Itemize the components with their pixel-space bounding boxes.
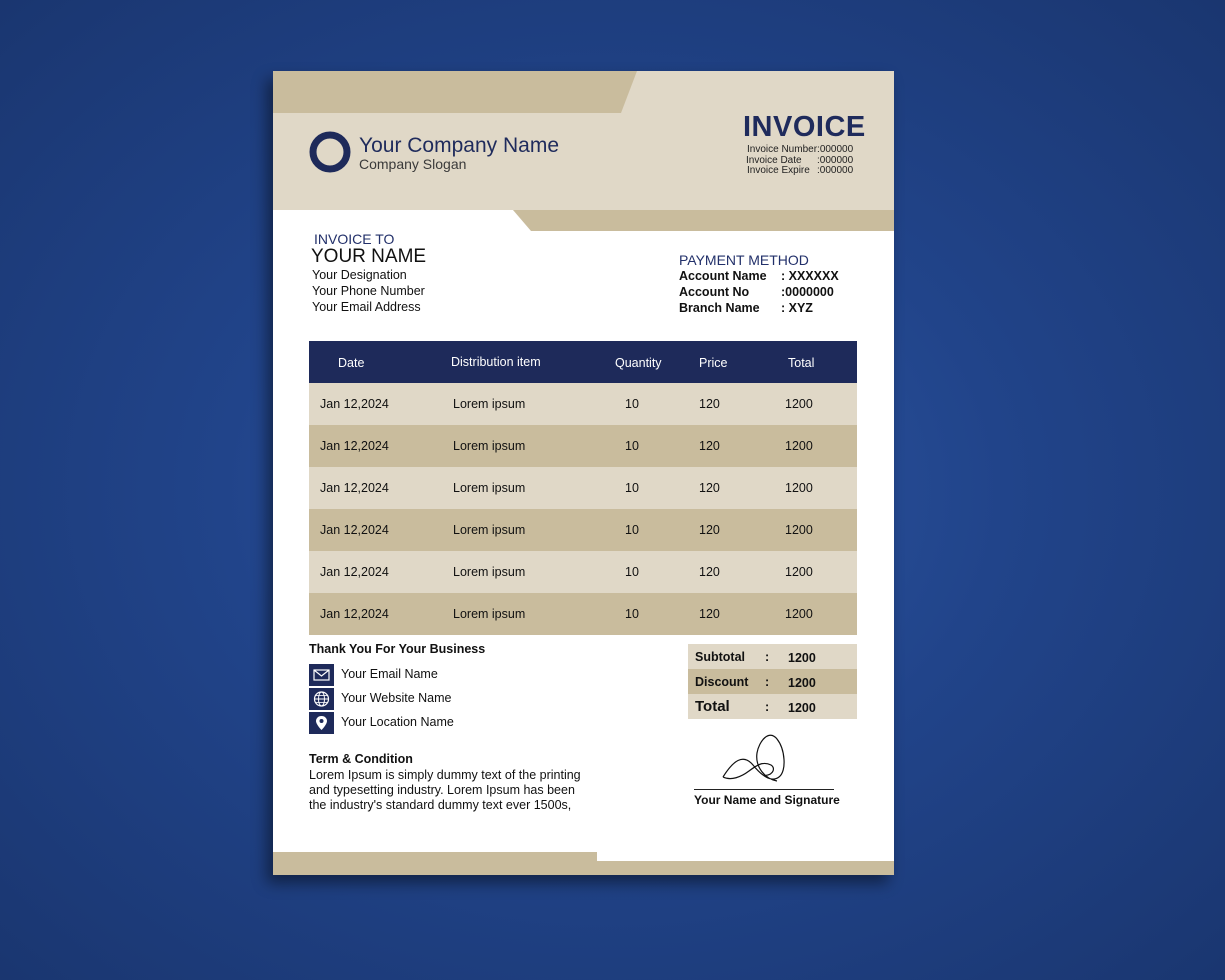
contact-website-text: Your Website Name	[341, 691, 452, 705]
cell-total: 1200	[785, 481, 813, 495]
globe-icon	[309, 688, 334, 710]
table-row	[309, 467, 857, 509]
payment-value: : XXXXXX	[781, 269, 839, 283]
payment-label: Branch Name	[679, 301, 760, 315]
invoice-title: INVOICE	[743, 111, 866, 143]
cell-quantity: 10	[625, 397, 639, 411]
contact-email-text: Your Email Name	[341, 667, 438, 681]
client-name: YOUR NAME	[311, 246, 427, 267]
payment-method-heading: PAYMENT METHOD	[679, 252, 809, 268]
location-pin-icon	[309, 712, 334, 734]
client-phone: Your Phone Number	[312, 284, 425, 298]
company-name: Your Company Name	[359, 134, 559, 157]
total-value: 1200	[788, 676, 816, 690]
client-email: Your Email Address	[312, 300, 421, 314]
cell-total: 1200	[785, 565, 813, 579]
cell-item: Lorem ipsum	[453, 607, 526, 621]
terms-text: Lorem Ipsum is simply dummy text of the printing and typesetting industry. Lorem Ipsum has been the industry's standard dummy text ever 1500s,	[309, 768, 581, 812]
cell-quantity: 10	[625, 565, 639, 579]
client-designation: Your Designation	[312, 268, 407, 282]
total-value: 1200	[788, 651, 816, 665]
invoice-expire-row	[747, 166, 853, 177]
table-row	[309, 509, 857, 551]
total-label: Discount	[695, 675, 749, 689]
payment-row	[679, 301, 813, 315]
ring-icon	[309, 131, 351, 173]
cell-total: 1200	[785, 607, 813, 621]
subtotal-row	[688, 644, 857, 669]
meta-sep: :	[817, 155, 820, 166]
payment-row	[679, 285, 834, 299]
table-row	[309, 593, 857, 635]
signature-scribble	[719, 731, 791, 787]
cell-item: Lorem ipsum	[453, 565, 526, 579]
table-header	[309, 341, 857, 383]
items-table	[309, 341, 857, 635]
envelope-icon	[309, 664, 334, 686]
cell-price: 120	[699, 565, 720, 579]
cell-item: Lorem ipsum	[453, 439, 526, 453]
column-header-quantity: Quantity	[615, 356, 662, 370]
cell-quantity: 10	[625, 523, 639, 537]
company-slogan: Company Slogan	[359, 156, 467, 172]
total-value: 1200	[788, 701, 816, 715]
total-label: Subtotal	[695, 650, 745, 664]
total-sep: :	[765, 675, 770, 689]
cell-total: 1200	[785, 397, 813, 411]
cell-date: Jan 12,2024	[320, 439, 389, 453]
meta-value: 000000	[819, 165, 854, 176]
header-bottom-strip	[513, 210, 894, 231]
footer-strip-right	[597, 861, 894, 875]
thank-you-text: Thank You For Your Business	[309, 642, 486, 656]
table-row	[309, 425, 857, 467]
meta-value: 000000	[819, 155, 854, 166]
meta-sep: :	[817, 165, 820, 176]
cell-price: 120	[699, 607, 720, 621]
table-body	[309, 383, 857, 635]
cell-item: Lorem ipsum	[453, 481, 526, 495]
signature-line	[694, 789, 834, 790]
table-row	[309, 383, 857, 425]
meta-label: Invoice Number	[747, 144, 818, 155]
discount-row	[688, 669, 857, 694]
cell-price: 120	[699, 397, 720, 411]
cell-price: 120	[699, 481, 720, 495]
cell-total: 1200	[785, 523, 813, 537]
payment-label: Account Name	[679, 269, 767, 283]
total-sep: :	[765, 650, 770, 664]
terms-title: Term & Condition	[309, 752, 413, 766]
invoice-number-row	[747, 145, 853, 156]
cell-date: Jan 12,2024	[320, 607, 389, 621]
meta-value: 000000	[819, 144, 854, 155]
cell-quantity: 10	[625, 439, 639, 453]
totals-box	[688, 644, 857, 719]
column-header-date: Date	[338, 356, 365, 370]
column-header-total: Total	[788, 356, 815, 370]
total-label: Total	[695, 698, 730, 715]
grand-total-row	[688, 694, 857, 719]
invoice-page	[273, 71, 894, 875]
cell-item: Lorem ipsum	[453, 397, 526, 411]
cell-total: 1200	[785, 439, 813, 453]
payment-value: :0000000	[781, 285, 834, 299]
payment-row	[679, 269, 839, 283]
meta-sep: :	[817, 144, 820, 155]
cell-date: Jan 12,2024	[320, 397, 389, 411]
cell-price: 120	[699, 439, 720, 453]
total-sep: :	[765, 700, 770, 714]
table-row	[309, 551, 857, 593]
meta-label: Invoice Expire	[747, 165, 810, 176]
cell-quantity: 10	[625, 607, 639, 621]
cell-item: Lorem ipsum	[453, 523, 526, 537]
payment-label: Account No	[679, 285, 750, 299]
footer-strip-left	[273, 852, 597, 875]
header-top-strip	[273, 71, 637, 113]
meta-label: Invoice Date	[746, 155, 802, 166]
cell-date: Jan 12,2024	[320, 481, 389, 495]
payment-value: : XYZ	[781, 301, 813, 315]
contact-location-text: Your Location Name	[341, 715, 454, 729]
column-header-item: Distribution item	[451, 355, 541, 369]
column-header-price: Price	[699, 356, 728, 370]
cell-date: Jan 12,2024	[320, 565, 389, 579]
invoice-to-heading: INVOICE TO	[314, 231, 395, 247]
cell-price: 120	[699, 523, 720, 537]
signature-label: Your Name and Signature	[694, 793, 840, 807]
cell-quantity: 10	[625, 481, 639, 495]
cell-date: Jan 12,2024	[320, 523, 389, 537]
